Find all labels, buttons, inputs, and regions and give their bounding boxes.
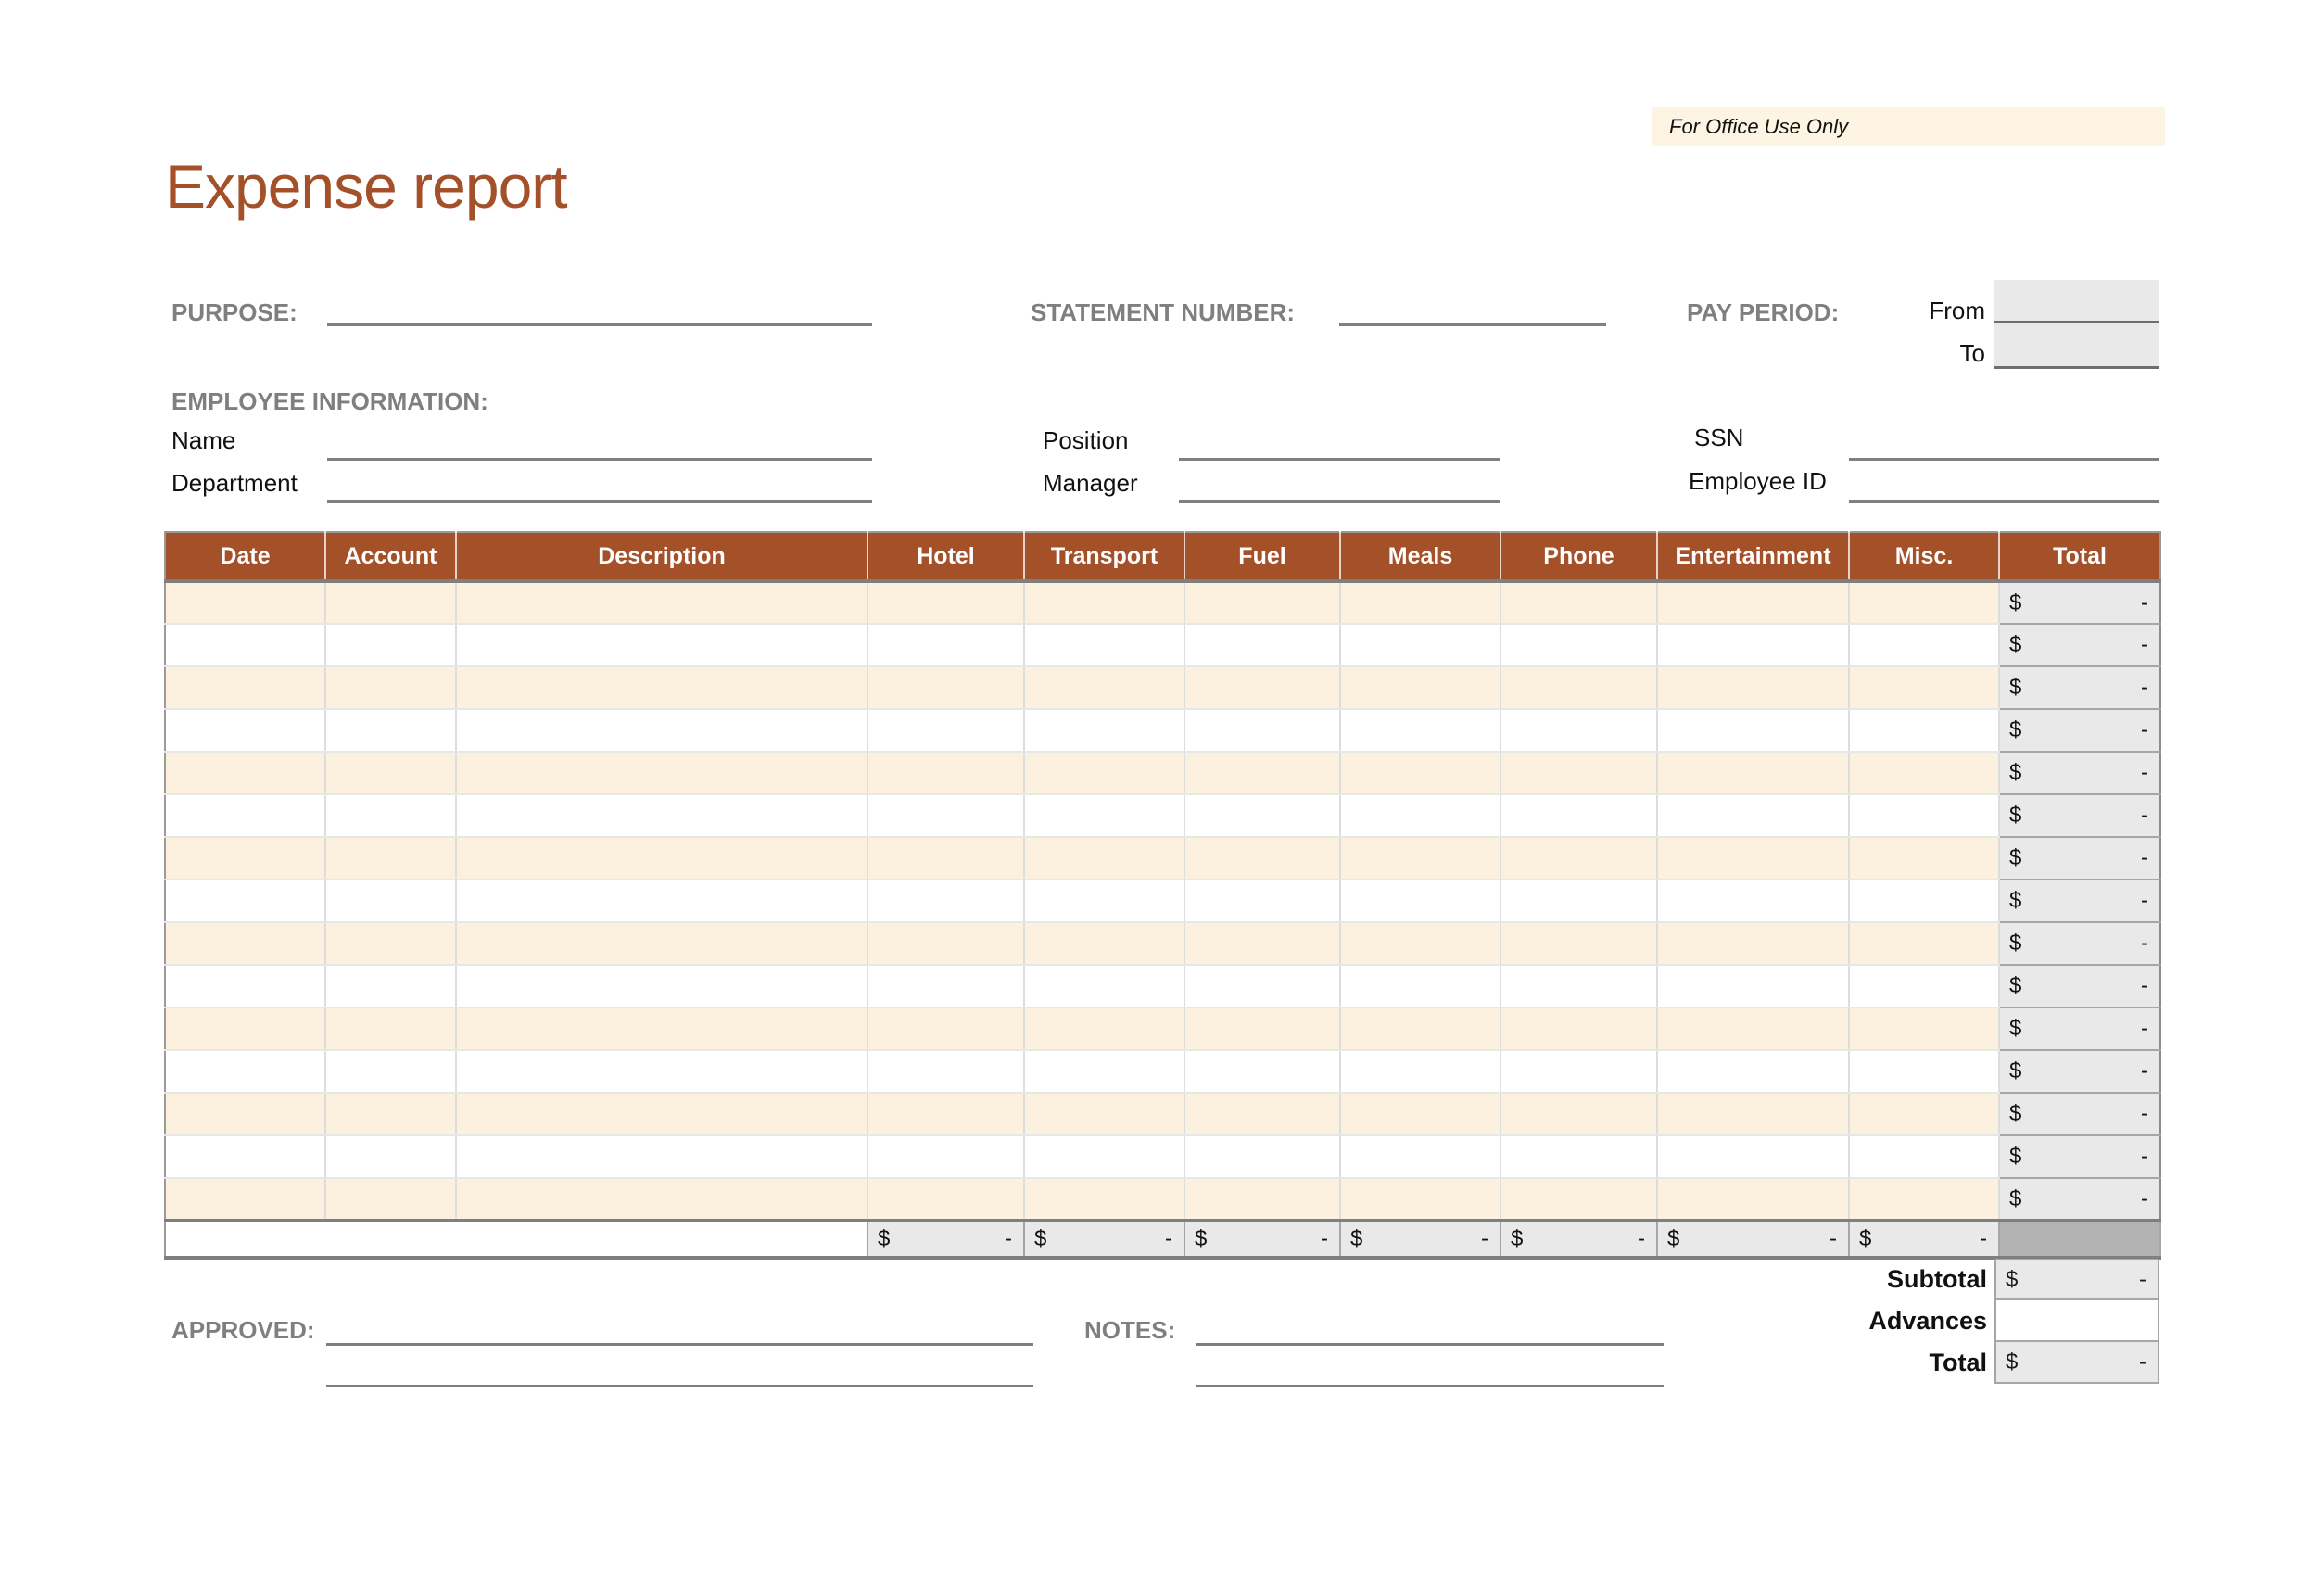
expense-row bbox=[165, 1093, 2160, 1135]
expense-cell-fuel[interactable] bbox=[1184, 752, 1340, 794]
row-total-cell bbox=[1999, 624, 2160, 666]
expense-cell-meals[interactable] bbox=[1340, 1093, 1500, 1135]
totals-row-blank bbox=[165, 1221, 325, 1258]
expense-row bbox=[165, 1007, 2160, 1050]
column-header-total: Total bbox=[1999, 532, 2160, 581]
expense-cell-account[interactable] bbox=[325, 837, 456, 880]
pay-period-to-label: To bbox=[1959, 339, 1985, 367]
column-total-amount: $ - bbox=[878, 1226, 1012, 1251]
ssn-field-line[interactable] bbox=[1849, 458, 2159, 461]
expense-cell-fuel[interactable] bbox=[1184, 1178, 1340, 1221]
name-field-line[interactable] bbox=[327, 458, 872, 461]
column-total-cell bbox=[867, 1221, 1024, 1258]
column-total-cell bbox=[1657, 1221, 1849, 1258]
expense-cell-date[interactable] bbox=[165, 624, 325, 666]
expense-cell-meals[interactable] bbox=[1340, 922, 1500, 965]
row-total-amount: $ - bbox=[2009, 1144, 2148, 1169]
expense-cell-description[interactable] bbox=[456, 709, 867, 752]
expense-cell-transport[interactable] bbox=[1024, 624, 1184, 666]
expense-cell-account[interactable] bbox=[325, 1007, 456, 1050]
expense-cell-fuel[interactable] bbox=[1184, 709, 1340, 752]
column-totals-row bbox=[165, 1221, 2160, 1258]
expense-cell-description[interactable] bbox=[456, 624, 867, 666]
expense-cell-meals[interactable] bbox=[1340, 880, 1500, 922]
expense-cell-meals[interactable] bbox=[1340, 624, 1500, 666]
column-header-fuel: Fuel bbox=[1184, 532, 1340, 581]
expense-cell-phone[interactable] bbox=[1500, 666, 1657, 709]
expense-cell-account[interactable] bbox=[325, 1050, 456, 1093]
position-label: Position bbox=[1043, 426, 1129, 454]
column-total-amount: $ - bbox=[1859, 1226, 1987, 1251]
row-total-cell bbox=[1999, 1135, 2160, 1178]
grand-total-row bbox=[1668, 1342, 2159, 1384]
notes-line-1[interactable] bbox=[1196, 1343, 1664, 1346]
expense-cell-fuel[interactable] bbox=[1184, 837, 1340, 880]
column-total-cell bbox=[1024, 1221, 1184, 1258]
row-total-cell bbox=[1999, 709, 2160, 752]
expense-cell-misc[interactable] bbox=[1849, 1093, 1999, 1135]
expense-cell-account[interactable] bbox=[325, 581, 456, 624]
subtotal-label: Subtotal bbox=[1887, 1265, 1987, 1293]
row-total-cell bbox=[1999, 880, 2160, 922]
expense-cell-entertainment[interactable] bbox=[1657, 965, 1849, 1007]
expense-cell-description[interactable] bbox=[456, 1178, 867, 1221]
expense-cell-hotel[interactable] bbox=[867, 624, 1024, 666]
column-total-amount: $ - bbox=[1350, 1226, 1488, 1251]
expense-cell-entertainment[interactable] bbox=[1657, 794, 1849, 837]
expense-cell-phone[interactable] bbox=[1500, 581, 1657, 624]
expense-cell-transport[interactable] bbox=[1024, 752, 1184, 794]
row-total-amount: $ - bbox=[2009, 1101, 2148, 1126]
expense-cell-transport[interactable] bbox=[1024, 709, 1184, 752]
expense-cell-phone[interactable] bbox=[1500, 880, 1657, 922]
expense-cell-description[interactable] bbox=[456, 837, 867, 880]
grand-total-spacer-cell bbox=[1999, 1221, 2160, 1258]
expense-cell-phone[interactable] bbox=[1500, 752, 1657, 794]
expense-row bbox=[165, 1050, 2160, 1093]
row-total-amount: $ - bbox=[2009, 760, 2148, 785]
pay-period-label: PAY PERIOD: bbox=[1687, 298, 1840, 326]
expense-cell-account[interactable] bbox=[325, 624, 456, 666]
row-total-amount: $ - bbox=[2009, 803, 2148, 828]
column-header-misc: Misc. bbox=[1849, 532, 1999, 581]
expense-cell-fuel[interactable] bbox=[1184, 965, 1340, 1007]
expense-cell-transport[interactable] bbox=[1024, 666, 1184, 709]
expense-cell-date[interactable] bbox=[165, 709, 325, 752]
expense-cell-misc[interactable] bbox=[1849, 666, 1999, 709]
expense-row bbox=[165, 837, 2160, 880]
expense-cell-entertainment[interactable] bbox=[1657, 1178, 1849, 1221]
expense-row bbox=[165, 794, 2160, 837]
expense-cell-hotel[interactable] bbox=[867, 581, 1024, 624]
expense-cell-meals[interactable] bbox=[1340, 1135, 1500, 1178]
expense-cell-account[interactable] bbox=[325, 709, 456, 752]
row-total-cell bbox=[1999, 1178, 2160, 1221]
expense-cell-transport[interactable] bbox=[1024, 581, 1184, 624]
column-header-phone: Phone bbox=[1500, 532, 1657, 581]
expense-cell-date[interactable] bbox=[165, 1135, 325, 1178]
expense-cell-fuel[interactable] bbox=[1184, 1093, 1340, 1135]
row-total-cell bbox=[1999, 837, 2160, 880]
grand-total-currency: $ bbox=[2006, 1349, 2019, 1374]
row-total-cell bbox=[1999, 965, 2160, 1007]
expense-cell-entertainment[interactable] bbox=[1657, 837, 1849, 880]
notes-label: NOTES: bbox=[1084, 1316, 1176, 1344]
table-header-row bbox=[165, 532, 2160, 581]
expense-cell-account[interactable] bbox=[325, 1178, 456, 1221]
advances-label: Advances bbox=[1868, 1307, 1987, 1335]
column-total-cell bbox=[1184, 1221, 1340, 1258]
expense-cell-transport[interactable] bbox=[1024, 922, 1184, 965]
expense-cell-misc[interactable] bbox=[1849, 752, 1999, 794]
office-use-banner bbox=[1652, 107, 2165, 146]
advances-cell[interactable] bbox=[1994, 1300, 2159, 1342]
expense-cell-description[interactable] bbox=[456, 922, 867, 965]
expense-cell-meals[interactable] bbox=[1340, 794, 1500, 837]
expense-cell-misc[interactable] bbox=[1849, 922, 1999, 965]
page-title: Expense report bbox=[165, 152, 567, 221]
expense-cell-hotel[interactable] bbox=[867, 1007, 1024, 1050]
expense-cell-fuel[interactable] bbox=[1184, 666, 1340, 709]
expense-cell-entertainment[interactable] bbox=[1657, 1135, 1849, 1178]
expense-cell-phone[interactable] bbox=[1500, 1093, 1657, 1135]
expense-cell-meals[interactable] bbox=[1340, 1050, 1500, 1093]
expense-cell-account[interactable] bbox=[325, 666, 456, 709]
purpose-field-line[interactable] bbox=[327, 323, 872, 326]
expense-cell-fuel[interactable] bbox=[1184, 581, 1340, 624]
row-total-cell bbox=[1999, 1093, 2160, 1135]
expense-cell-misc[interactable] bbox=[1849, 581, 1999, 624]
expense-cell-hotel[interactable] bbox=[867, 965, 1024, 1007]
expense-cell-entertainment[interactable] bbox=[1657, 709, 1849, 752]
expense-cell-description[interactable] bbox=[456, 1093, 867, 1135]
column-header-hotel: Hotel bbox=[867, 532, 1024, 581]
expense-cell-meals[interactable] bbox=[1340, 965, 1500, 1007]
employee-id-label: Employee ID bbox=[1689, 467, 1827, 495]
expense-cell-entertainment[interactable] bbox=[1657, 1050, 1849, 1093]
expense-cell-transport[interactable] bbox=[1024, 880, 1184, 922]
row-total-cell bbox=[1999, 794, 2160, 837]
expense-cell-date[interactable] bbox=[165, 922, 325, 965]
totals-row-blank bbox=[456, 1221, 867, 1258]
expense-cell-meals[interactable] bbox=[1340, 581, 1500, 624]
expense-cell-misc[interactable] bbox=[1849, 880, 1999, 922]
expense-cell-misc[interactable] bbox=[1849, 1050, 1999, 1093]
expense-row bbox=[165, 880, 2160, 922]
expense-cell-account[interactable] bbox=[325, 1135, 456, 1178]
expense-cell-date[interactable] bbox=[165, 666, 325, 709]
expense-cell-misc[interactable] bbox=[1849, 1135, 1999, 1178]
expense-cell-description[interactable] bbox=[456, 581, 867, 624]
office-use-label: For Office Use Only bbox=[1669, 114, 1849, 138]
expense-cell-date[interactable] bbox=[165, 837, 325, 880]
manager-field-line[interactable] bbox=[1179, 500, 1500, 503]
expense-cell-entertainment[interactable] bbox=[1657, 624, 1849, 666]
expense-cell-transport[interactable] bbox=[1024, 1135, 1184, 1178]
expense-cell-phone[interactable] bbox=[1500, 624, 1657, 666]
expense-cell-misc[interactable] bbox=[1849, 709, 1999, 752]
approved-signature-line-2[interactable] bbox=[326, 1385, 1033, 1387]
expense-cell-transport[interactable] bbox=[1024, 1007, 1184, 1050]
row-total-amount: $ - bbox=[2009, 888, 2148, 913]
expense-row bbox=[165, 709, 2160, 752]
column-total-amount: $ - bbox=[1034, 1226, 1172, 1251]
row-total-amount: $ - bbox=[2009, 973, 2148, 998]
summary-block bbox=[1668, 1259, 2159, 1384]
expense-row bbox=[165, 581, 2160, 624]
department-label: Department bbox=[171, 469, 298, 497]
expense-row bbox=[165, 752, 2160, 794]
row-total-cell bbox=[1999, 1007, 2160, 1050]
grand-total-cell bbox=[1994, 1342, 2159, 1384]
expense-cell-misc[interactable] bbox=[1849, 1178, 1999, 1221]
expense-rows bbox=[165, 581, 2160, 1221]
expense-cell-fuel[interactable] bbox=[1184, 794, 1340, 837]
expense-cell-misc[interactable] bbox=[1849, 624, 1999, 666]
row-total-amount: $ - bbox=[2009, 1185, 2148, 1211]
expense-cell-phone[interactable] bbox=[1500, 1007, 1657, 1050]
subtotal-row bbox=[1668, 1259, 2159, 1300]
expense-cell-hotel[interactable] bbox=[867, 794, 1024, 837]
statement-number-field-line[interactable] bbox=[1339, 323, 1606, 326]
grand-total-value: - bbox=[2139, 1349, 2146, 1374]
expense-cell-hotel[interactable] bbox=[867, 837, 1024, 880]
expense-cell-misc[interactable] bbox=[1849, 965, 1999, 1007]
employee-info-heading: EMPLOYEE INFORMATION: bbox=[171, 387, 488, 415]
row-total-amount: $ - bbox=[2009, 1016, 2148, 1041]
subtotal-cell bbox=[1994, 1259, 2159, 1300]
expense-cell-phone[interactable] bbox=[1500, 837, 1657, 880]
expense-cell-transport[interactable] bbox=[1024, 1050, 1184, 1093]
column-header-account: Account bbox=[325, 532, 456, 581]
expense-row bbox=[165, 1178, 2160, 1221]
expense-table bbox=[164, 531, 2161, 1260]
row-total-cell bbox=[1999, 922, 2160, 965]
expense-cell-misc[interactable] bbox=[1849, 1007, 1999, 1050]
row-total-amount: $ - bbox=[2009, 717, 2148, 742]
expense-row bbox=[165, 965, 2160, 1007]
expense-cell-transport[interactable] bbox=[1024, 1093, 1184, 1135]
column-header-meals: Meals bbox=[1340, 532, 1500, 581]
subtotal-value: - bbox=[2139, 1266, 2146, 1292]
pay-period-from-field[interactable] bbox=[1994, 280, 2159, 323]
pay-period-to-field[interactable] bbox=[1994, 323, 2159, 369]
expense-cell-phone[interactable] bbox=[1500, 965, 1657, 1007]
column-total-cell bbox=[1849, 1221, 1999, 1258]
expense-row bbox=[165, 624, 2160, 666]
expense-cell-account[interactable] bbox=[325, 794, 456, 837]
advances-row bbox=[1668, 1300, 2159, 1342]
row-total-amount: $ - bbox=[2009, 632, 2148, 657]
subtotal-currency: $ bbox=[2006, 1266, 2019, 1292]
row-total-amount: $ - bbox=[2009, 589, 2148, 615]
row-total-cell bbox=[1999, 666, 2160, 709]
expense-cell-phone[interactable] bbox=[1500, 1178, 1657, 1221]
expense-cell-description[interactable] bbox=[456, 666, 867, 709]
row-total-cell bbox=[1999, 752, 2160, 794]
column-header-entertainment: Entertainment bbox=[1657, 532, 1849, 581]
expense-cell-description[interactable] bbox=[456, 1007, 867, 1050]
expense-cell-description[interactable] bbox=[456, 1050, 867, 1093]
expense-cell-transport[interactable] bbox=[1024, 837, 1184, 880]
expense-cell-hotel[interactable] bbox=[867, 1178, 1024, 1221]
name-label: Name bbox=[171, 426, 236, 454]
expense-cell-fuel[interactable] bbox=[1184, 624, 1340, 666]
row-total-amount: $ - bbox=[2009, 845, 2148, 870]
statement-number-label: STATEMENT NUMBER: bbox=[1031, 298, 1296, 326]
expense-cell-account[interactable] bbox=[325, 922, 456, 965]
expense-cell-account[interactable] bbox=[325, 965, 456, 1007]
pay-period-from-label: From bbox=[1929, 297, 1985, 324]
expense-cell-meals[interactable] bbox=[1340, 837, 1500, 880]
column-total-amount: $ - bbox=[1667, 1226, 1837, 1251]
expense-cell-entertainment[interactable] bbox=[1657, 666, 1849, 709]
expense-cell-hotel[interactable] bbox=[867, 666, 1024, 709]
expense-cell-phone[interactable] bbox=[1500, 709, 1657, 752]
expense-cell-description[interactable] bbox=[456, 965, 867, 1007]
expense-cell-fuel[interactable] bbox=[1184, 922, 1340, 965]
expense-cell-phone[interactable] bbox=[1500, 1050, 1657, 1093]
column-header-transport: Transport bbox=[1024, 532, 1184, 581]
expense-cell-entertainment[interactable] bbox=[1657, 1093, 1849, 1135]
column-total-amount: $ - bbox=[1511, 1226, 1645, 1251]
expense-cell-hotel[interactable] bbox=[867, 1050, 1024, 1093]
expense-cell-date[interactable] bbox=[165, 1050, 325, 1093]
manager-label: Manager bbox=[1043, 469, 1138, 497]
expense-cell-account[interactable] bbox=[325, 752, 456, 794]
expense-cell-date[interactable] bbox=[165, 752, 325, 794]
expense-cell-misc[interactable] bbox=[1849, 794, 1999, 837]
column-total-amount: $ - bbox=[1195, 1226, 1328, 1251]
expense-cell-meals[interactable] bbox=[1340, 752, 1500, 794]
row-total-amount: $ - bbox=[2009, 675, 2148, 700]
expense-cell-meals[interactable] bbox=[1340, 709, 1500, 752]
expense-cell-date[interactable] bbox=[165, 965, 325, 1007]
expense-cell-date[interactable] bbox=[165, 794, 325, 837]
expense-cell-transport[interactable] bbox=[1024, 965, 1184, 1007]
row-total-amount: $ - bbox=[2009, 1058, 2148, 1083]
expense-cell-hotel[interactable] bbox=[867, 709, 1024, 752]
expense-cell-fuel[interactable] bbox=[1184, 1007, 1340, 1050]
expense-cell-date[interactable] bbox=[165, 1178, 325, 1221]
expense-cell-transport[interactable] bbox=[1024, 1178, 1184, 1221]
expense-cell-hotel[interactable] bbox=[867, 1093, 1024, 1135]
employee-id-field-line[interactable] bbox=[1849, 500, 2159, 503]
notes-line-2[interactable] bbox=[1196, 1385, 1664, 1387]
column-header-description: Description bbox=[456, 532, 867, 581]
grand-total-label: Total bbox=[1929, 1349, 1987, 1376]
expense-cell-description[interactable] bbox=[456, 1135, 867, 1178]
ssn-label: SSN bbox=[1694, 424, 1744, 451]
department-field-line[interactable] bbox=[327, 500, 872, 503]
totals-row-blank bbox=[325, 1221, 456, 1258]
expense-cell-fuel[interactable] bbox=[1184, 1050, 1340, 1093]
expense-cell-phone[interactable] bbox=[1500, 1135, 1657, 1178]
expense-cell-description[interactable] bbox=[456, 752, 867, 794]
expense-cell-account[interactable] bbox=[325, 880, 456, 922]
expense-cell-phone[interactable] bbox=[1500, 922, 1657, 965]
approved-label: APPROVED: bbox=[171, 1316, 315, 1344]
expense-cell-hotel[interactable] bbox=[867, 922, 1024, 965]
expense-cell-transport[interactable] bbox=[1024, 794, 1184, 837]
row-total-cell bbox=[1999, 581, 2160, 624]
row-total-cell bbox=[1999, 1050, 2160, 1093]
expense-cell-description[interactable] bbox=[456, 794, 867, 837]
expense-cell-meals[interactable] bbox=[1340, 1178, 1500, 1221]
expense-cell-entertainment[interactable] bbox=[1657, 880, 1849, 922]
purpose-label: PURPOSE: bbox=[171, 298, 298, 326]
expense-row bbox=[165, 922, 2160, 965]
expense-cell-entertainment[interactable] bbox=[1657, 1007, 1849, 1050]
expense-cell-account[interactable] bbox=[325, 1093, 456, 1135]
expense-cell-date[interactable] bbox=[165, 581, 325, 624]
expense-cell-misc[interactable] bbox=[1849, 837, 1999, 880]
expense-cell-date[interactable] bbox=[165, 880, 325, 922]
row-total-amount: $ - bbox=[2009, 931, 2148, 956]
expense-cell-description[interactable] bbox=[456, 880, 867, 922]
expense-cell-entertainment[interactable] bbox=[1657, 752, 1849, 794]
expense-cell-meals[interactable] bbox=[1340, 666, 1500, 709]
position-field-line[interactable] bbox=[1179, 458, 1500, 461]
expense-cell-date[interactable] bbox=[165, 1093, 325, 1135]
expense-row bbox=[165, 666, 2160, 709]
expense-cell-entertainment[interactable] bbox=[1657, 922, 1849, 965]
expense-cell-entertainment[interactable] bbox=[1657, 581, 1849, 624]
column-total-cell bbox=[1500, 1221, 1657, 1258]
approved-signature-line-1[interactable] bbox=[326, 1343, 1033, 1346]
expense-cell-hotel[interactable] bbox=[867, 752, 1024, 794]
expense-cell-date[interactable] bbox=[165, 1007, 325, 1050]
expense-cell-phone[interactable] bbox=[1500, 794, 1657, 837]
expense-cell-hotel[interactable] bbox=[867, 880, 1024, 922]
expense-row bbox=[165, 1135, 2160, 1178]
column-total-cell bbox=[1340, 1221, 1500, 1258]
expense-cell-hotel[interactable] bbox=[867, 1135, 1024, 1178]
expense-cell-fuel[interactable] bbox=[1184, 1135, 1340, 1178]
expense-cell-meals[interactable] bbox=[1340, 1007, 1500, 1050]
column-header-date: Date bbox=[165, 532, 325, 581]
expense-cell-fuel[interactable] bbox=[1184, 880, 1340, 922]
